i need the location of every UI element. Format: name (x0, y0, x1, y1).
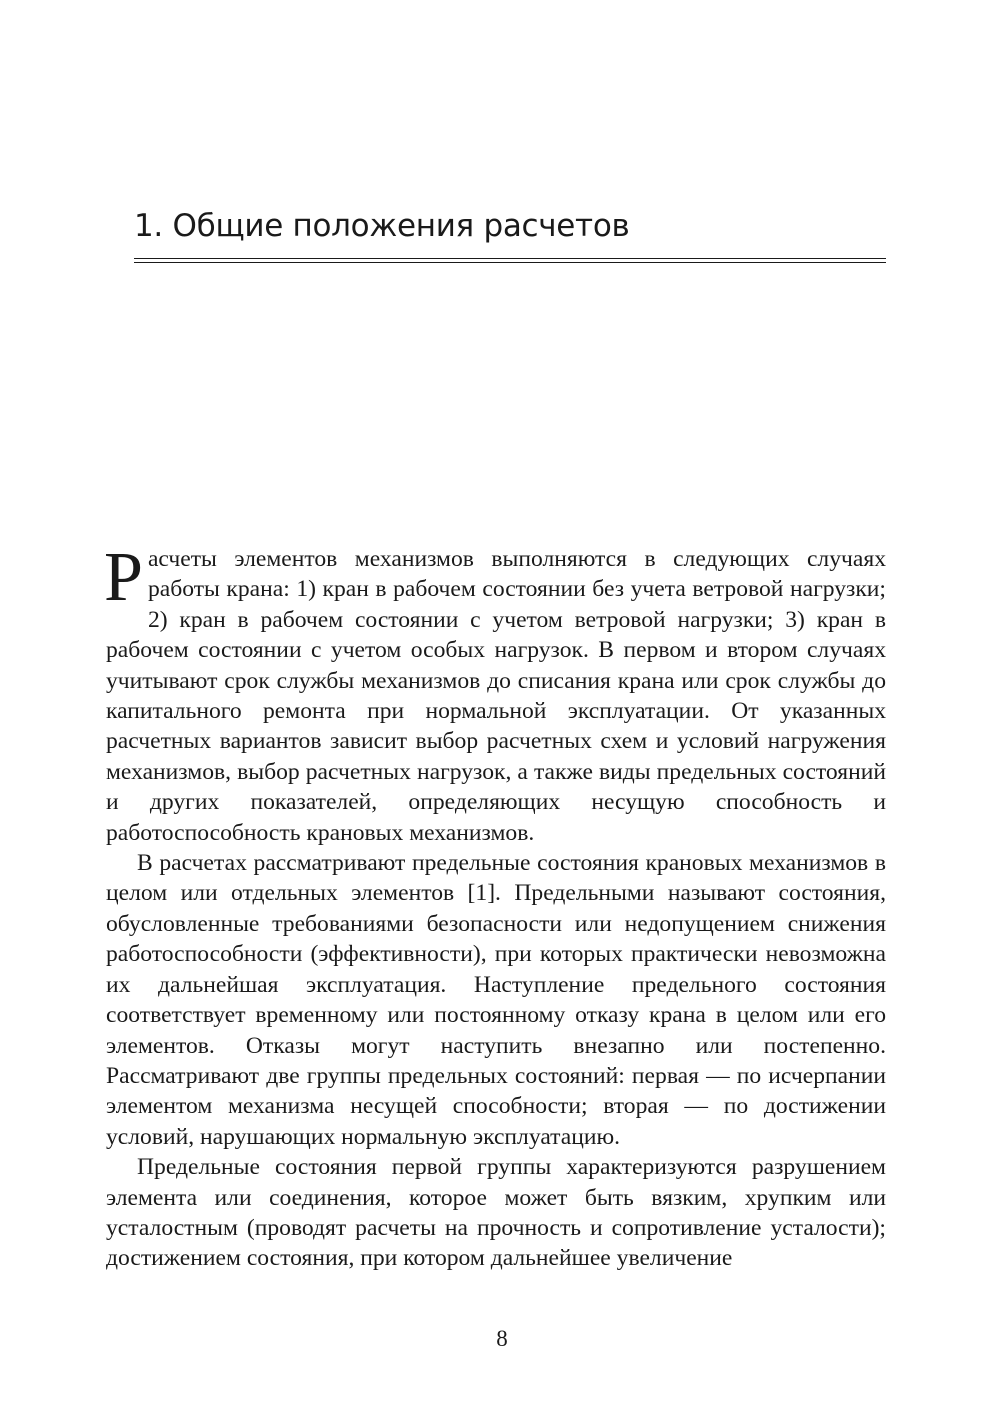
body-text (104, 539, 886, 1274)
page-number: 8 (496, 1326, 508, 1351)
paragraph-3: Предельные состояния первой группы характеризуются разрушением элемента или соединения, которое может быть вязким, хрупким или усталостным (проводят расчеты на прочность и сопротивление усталости); достижением состояния, при котором дальнейшее увеличение (106, 1154, 886, 1272)
title-double-rule (134, 258, 886, 263)
drop-cap-letter: Р (104, 539, 143, 616)
paragraph-1 (104, 539, 886, 848)
paragraph-1-text: асчеты элементов механизмов выполняются в следующих случаях работы крана: 1) кран в рабочем состоянии без учета ветровой нагрузки; 2) кран в рабочем состоянии с учетом ветровой нагрузки; 3) кран в рабочем состоянии с учетом особых нагрузок. В первом и втором случаях учитывают срок службы механизмов до списания крана или срок службы до капитального ремонта при нормальной эксплуатации. От указанных расчетных вариантов зависит выбор расчетных схем и условий нагружения механизмов, выбор расчетных нагрузок, а также виды предельных состояний и других показателей, определяющих несущую способность и работоспособность крановых механизмов. (106, 546, 886, 846)
chapter-title: 1. Общие положения расчетов (134, 208, 630, 244)
paragraph-2: В расчетах рассматривают предельные состояния крановых механизмов в целом или отдельных элементов [1]. Предельными называют состояния, обусловленные требованиями безопасности или недопущением снижения работоспособности (эффективности), при которых практически невозможна их дальнейшая эксплуатация. Наступление предельного состояния соответствует временному или постоянному отказу крана в целом или его элементов. Отказы могут наступить внезапно или постепенно. Рассматривают две группы предельных состояний: первая — по исчерпании элементом механизма несущей способности; вторая — по достижении условий, нарушающих нормальную эксплуатацию. (106, 850, 886, 1150)
